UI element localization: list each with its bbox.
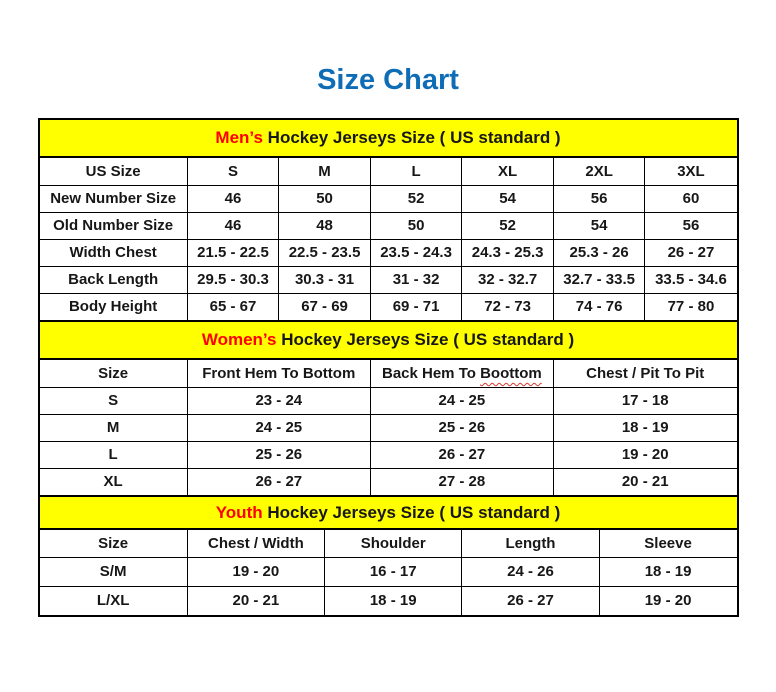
row-label: S <box>40 387 188 414</box>
column-header: Chest / Pit To Pit <box>553 359 736 387</box>
column-header: S <box>187 157 279 185</box>
page-title: Size Chart <box>317 64 459 96</box>
value-cell: 31 - 32 <box>370 266 462 293</box>
row-label: Body Height <box>40 293 188 320</box>
row-label: Back Length <box>40 266 188 293</box>
row-label: S/M <box>40 557 188 586</box>
column-header: US Size <box>40 157 188 185</box>
youth-section-title-rest: Hockey Jerseys Size ( US standard ) <box>262 502 561 522</box>
column-header: 2XL <box>553 157 645 185</box>
youth-size-table <box>40 497 737 615</box>
value-cell: 67 - 69 <box>279 293 371 320</box>
row-label: Width Chest <box>40 239 188 266</box>
row-label: L/XL <box>40 586 188 615</box>
value-cell: 27 - 28 <box>370 468 553 495</box>
value-cell: 69 - 71 <box>370 293 462 320</box>
value-cell: 54 <box>553 212 645 239</box>
column-header: Shoulder <box>325 529 462 557</box>
row-label: Old Number Size <box>40 212 188 239</box>
column-header: Size <box>40 359 188 387</box>
womens-section-title-rest: Hockey Jerseys Size ( US standard ) <box>276 330 575 349</box>
value-cell: 33.5 - 34.6 <box>645 266 737 293</box>
value-cell: 32 - 32.7 <box>462 266 554 293</box>
value-cell: 52 <box>370 185 462 212</box>
value-cell: 74 - 76 <box>553 293 645 320</box>
value-cell: 50 <box>370 212 462 239</box>
womens-section-title-accent: Women’s <box>201 330 277 349</box>
value-cell: 32.7 - 33.5 <box>553 266 645 293</box>
value-cell: 23.5 - 24.3 <box>370 239 462 266</box>
column-header: Sleeve <box>599 529 736 557</box>
misspelled-word: Boottom <box>480 364 542 382</box>
table-row <box>40 387 737 414</box>
column-header-text: Back Hem To <box>381 364 481 382</box>
value-cell: 48 <box>279 212 371 239</box>
section-header-row <box>40 322 737 359</box>
table-row <box>40 266 737 293</box>
row-label: XL <box>40 468 188 495</box>
row-label: L <box>40 441 188 468</box>
youth-section-title-accent: Youth <box>215 502 263 522</box>
row-label: M <box>40 414 188 441</box>
value-cell: 18 - 19 <box>325 586 462 615</box>
column-header <box>370 359 553 387</box>
value-cell: 46 <box>187 212 279 239</box>
value-cell: 72 - 73 <box>462 293 554 320</box>
value-cell: 20 - 21 <box>553 468 736 495</box>
table-row <box>40 557 737 586</box>
table-row <box>40 586 737 615</box>
column-header: Size <box>40 529 188 557</box>
size-chart-table <box>38 118 739 617</box>
value-cell: 54 <box>462 185 554 212</box>
column-header: XL <box>462 157 554 185</box>
table-row <box>40 414 737 441</box>
youth-size-section <box>40 495 737 615</box>
table-row <box>40 468 737 495</box>
value-cell: 60 <box>645 185 737 212</box>
column-header: Front Hem To Bottom <box>187 359 370 387</box>
table-row <box>40 212 737 239</box>
column-header-row <box>40 359 737 387</box>
value-cell: 29.5 - 30.3 <box>187 266 279 293</box>
value-cell: 22.5 - 23.5 <box>279 239 371 266</box>
value-cell: 21.5 - 22.5 <box>187 239 279 266</box>
mens-size-table <box>40 120 737 320</box>
section-header-row <box>40 497 737 529</box>
value-cell: 24 - 25 <box>370 387 553 414</box>
value-cell: 19 - 20 <box>187 557 324 586</box>
youth-section-title <box>40 497 737 529</box>
value-cell: 26 - 27 <box>462 586 599 615</box>
womens-size-section <box>40 320 737 495</box>
row-label: New Number Size <box>40 185 188 212</box>
value-cell: 18 - 19 <box>599 557 736 586</box>
value-cell: 65 - 67 <box>187 293 279 320</box>
value-cell: 77 - 80 <box>645 293 737 320</box>
column-header: Chest / Width <box>187 529 324 557</box>
value-cell: 56 <box>553 185 645 212</box>
table-row <box>40 239 737 266</box>
table-row <box>40 441 737 468</box>
value-cell: 25 - 26 <box>370 414 553 441</box>
value-cell: 52 <box>462 212 554 239</box>
value-cell: 16 - 17 <box>325 557 462 586</box>
column-header: 3XL <box>645 157 737 185</box>
value-cell: 50 <box>279 185 371 212</box>
value-cell: 19 - 20 <box>553 441 736 468</box>
value-cell: 25.3 - 26 <box>553 239 645 266</box>
value-cell: 30.3 - 31 <box>279 266 371 293</box>
mens-section-title-rest: Hockey Jerseys Size ( US standard ) <box>262 128 561 147</box>
value-cell: 25 - 26 <box>187 441 370 468</box>
column-header: Length <box>462 529 599 557</box>
column-header-row <box>40 157 737 185</box>
value-cell: 19 - 20 <box>599 586 736 615</box>
value-cell: 24 - 26 <box>462 557 599 586</box>
column-header: M <box>279 157 371 185</box>
value-cell: 26 - 27 <box>187 468 370 495</box>
womens-section-title <box>40 322 737 359</box>
value-cell: 24 - 25 <box>187 414 370 441</box>
value-cell: 23 - 24 <box>187 387 370 414</box>
table-row <box>40 293 737 320</box>
value-cell: 17 - 18 <box>553 387 736 414</box>
mens-section-title <box>40 120 737 157</box>
column-header: L <box>370 157 462 185</box>
table-row <box>40 185 737 212</box>
womens-size-table <box>40 322 737 495</box>
value-cell: 26 - 27 <box>645 239 737 266</box>
mens-section-title-accent: Men’s <box>215 128 263 147</box>
value-cell: 56 <box>645 212 737 239</box>
mens-size-section <box>40 120 737 320</box>
value-cell: 26 - 27 <box>370 441 553 468</box>
value-cell: 46 <box>187 185 279 212</box>
column-header-row <box>40 529 737 557</box>
value-cell: 20 - 21 <box>187 586 324 615</box>
value-cell: 18 - 19 <box>553 414 736 441</box>
value-cell: 24.3 - 25.3 <box>462 239 554 266</box>
section-header-row <box>40 120 737 157</box>
